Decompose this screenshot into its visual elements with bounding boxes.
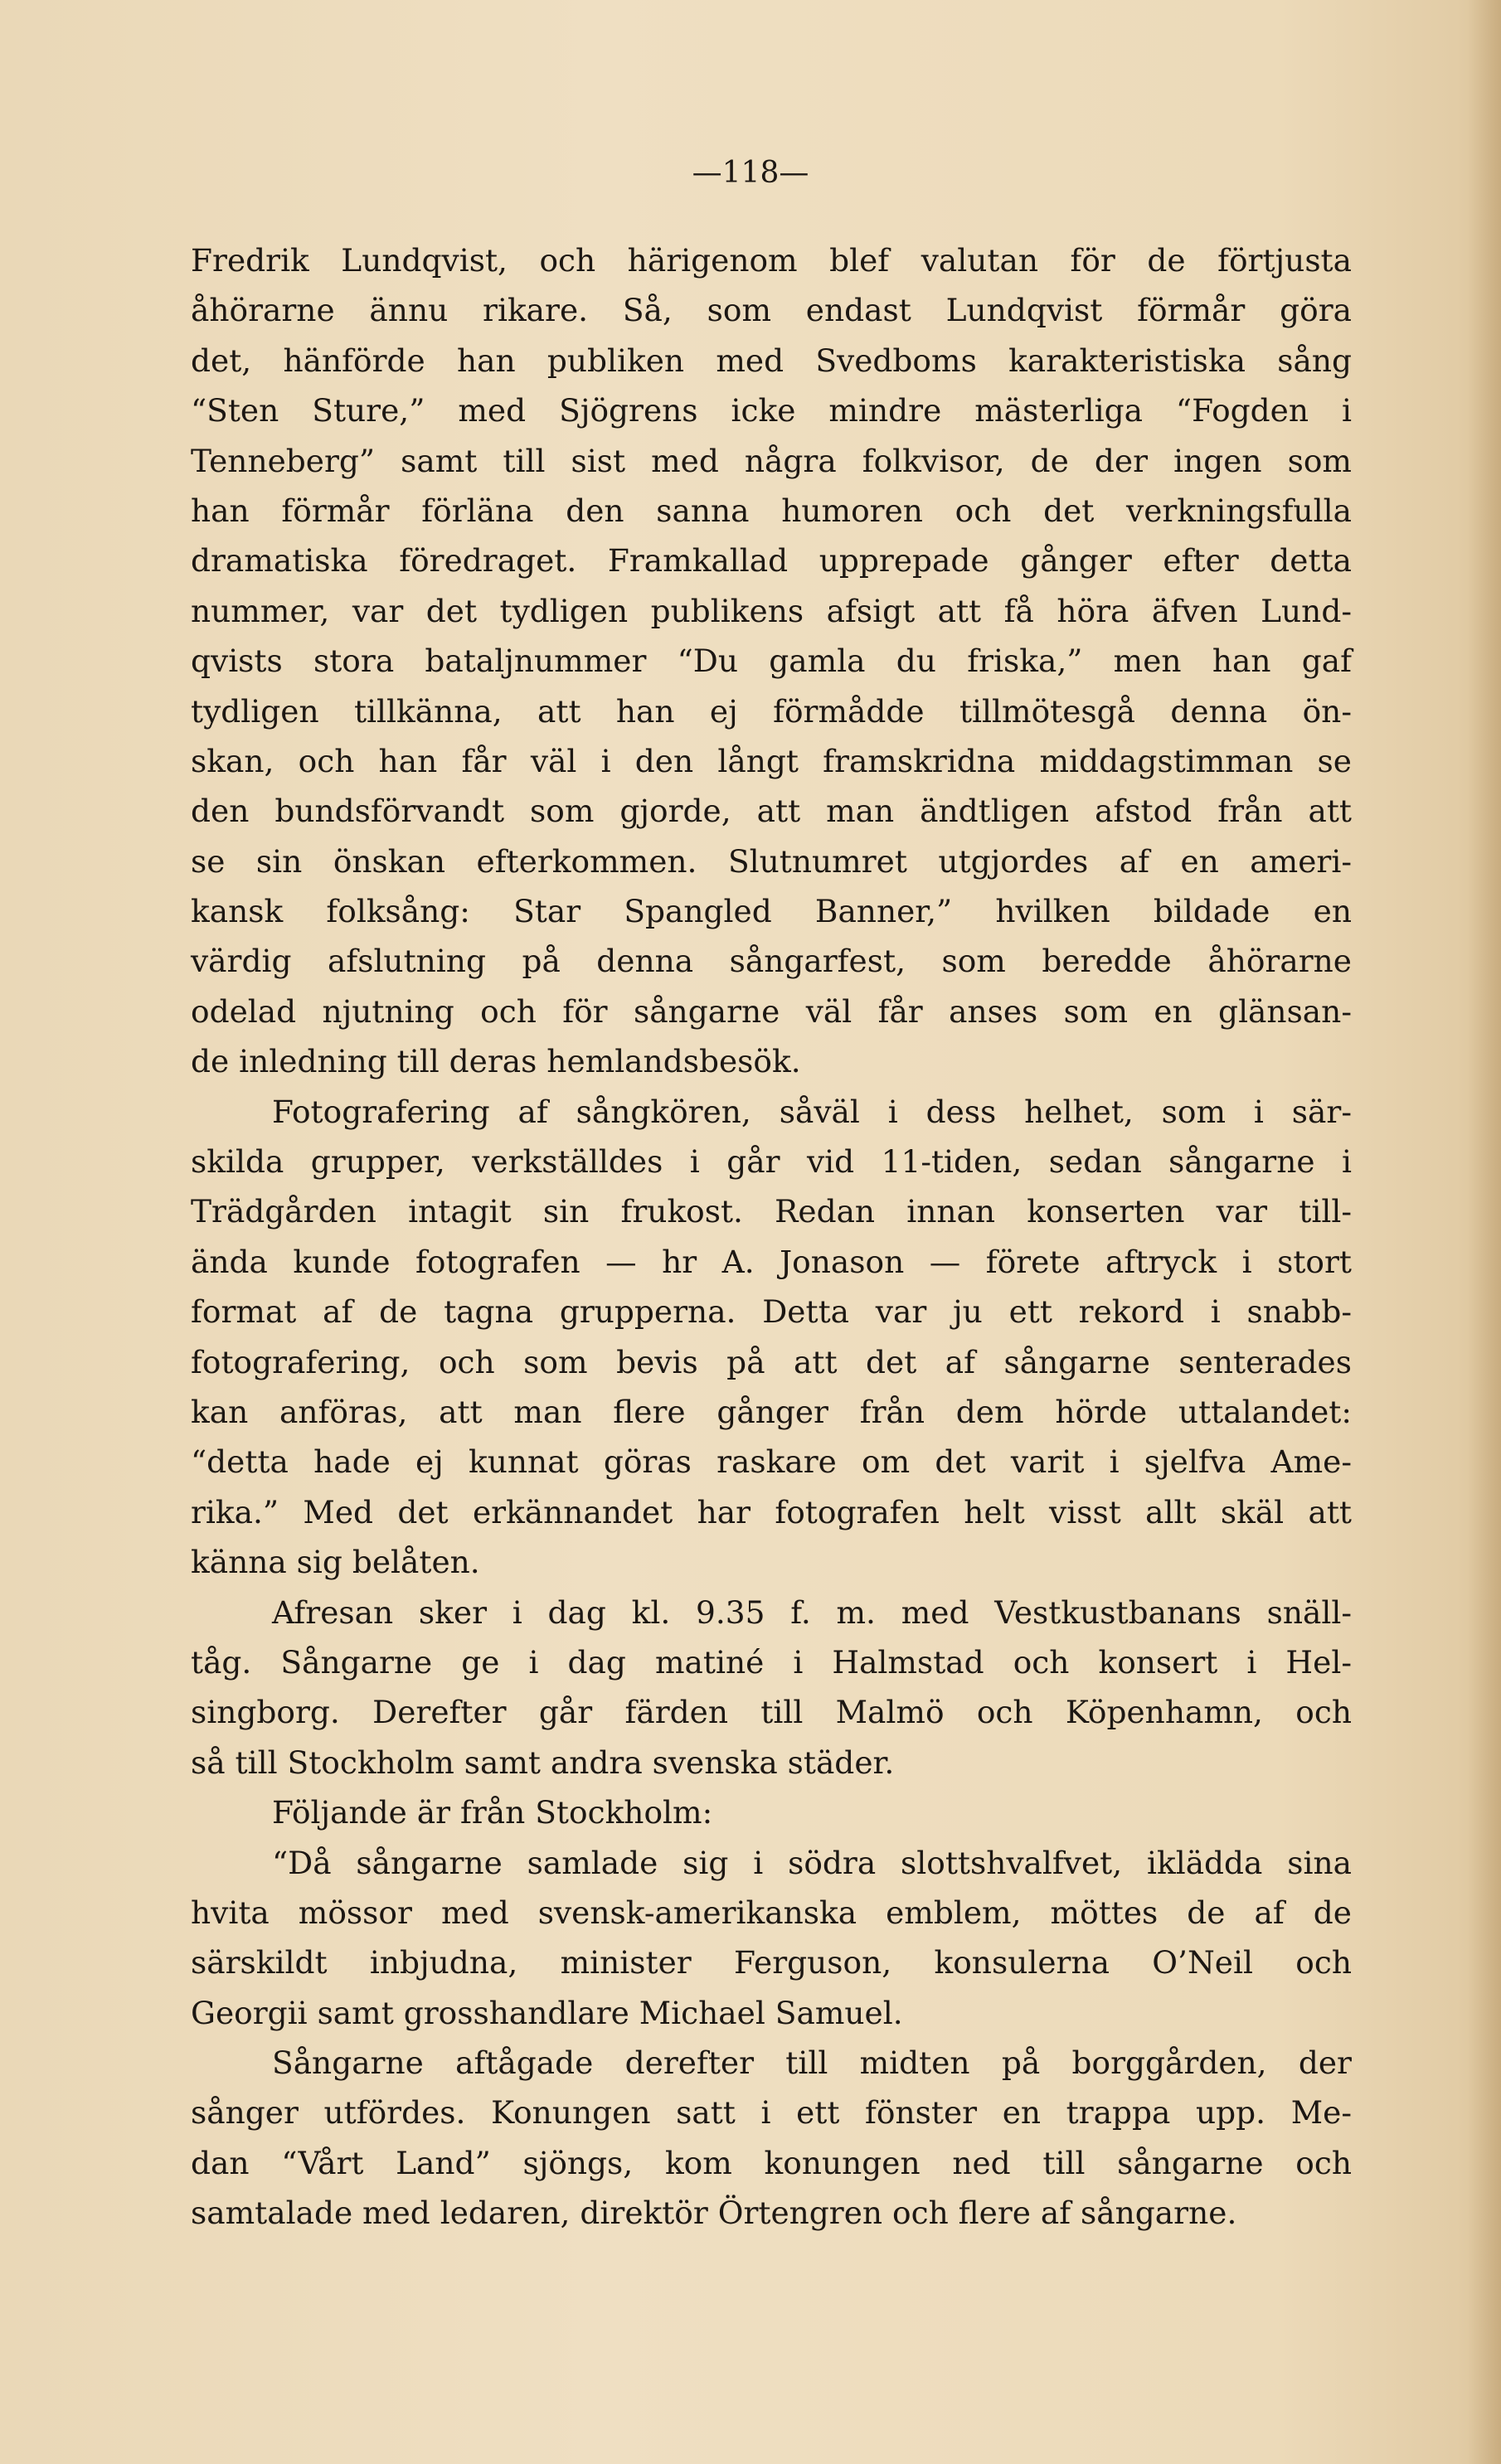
text-line: ända kunde fotografen — hr A. Jonason — förete aftryck i stort xyxy=(191,1243,1352,1280)
text-line: skan, och han får väl i den långt framskridna middagstimman se xyxy=(191,742,1352,779)
text-line: sånger utfördes. Konungen satt i ett fönster en trappa upp. Me- xyxy=(191,2094,1352,2132)
text-line: de inledning till deras hemlandsbesök. xyxy=(191,1043,801,1080)
text-line: nummer, var det tydligen publikens afsigt att få höra äfven Lund- xyxy=(191,592,1352,629)
text-line: Trädgården intagit sin frukost. Redan innan konserten var till- xyxy=(191,1193,1352,1230)
text-line: tydligen tillkänna, att han ej förmådde tillmötesgå denna ön- xyxy=(191,692,1352,730)
text-line: Fotografering af sångkören, såväl i dess helhet, som i sär- xyxy=(272,1093,1352,1130)
text-line: singborg. Derefter går färden till Malmö och Köpenhamn, och xyxy=(191,1694,1352,1731)
text-line: Georgii samt grosshandlare Michael Samuel. xyxy=(191,1994,903,2031)
text-line: det, hänförde han publiken med Svedboms karakteristiska sång xyxy=(191,342,1352,379)
text-line: den bundsförvandt som gjorde, att man ändtligen afstod från att xyxy=(191,793,1352,830)
page-number: —118— xyxy=(692,156,809,190)
text-line: samtalade med ledaren, direktör Örtengren och flere af sångarne. xyxy=(191,2195,1237,2232)
text-line: “Då sångarne samlade sig i södra slottshvalfvet, iklädda sina xyxy=(272,1844,1352,1881)
text-line: qvists stora bataljnummer “Du gamla du friska,” men han gaf xyxy=(191,643,1352,680)
text-line: Afresan sker i dag kl. 9.35 f. m. med Vestkustbanans snäll- xyxy=(272,1593,1352,1631)
text-line: “detta hade ej kunnat göras raskare om det varit i sjelfva Ame- xyxy=(191,1443,1352,1481)
text-line: särskildt inbjudna, minister Ferguson, konsulerna O’Neil och xyxy=(191,1944,1352,1981)
text-line: format af de tagna grupperna. Detta var ju ett rekord i snabb- xyxy=(191,1293,1352,1331)
body-text xyxy=(191,235,1352,2238)
text-line: känna sig belåten. xyxy=(191,1544,480,1581)
text-line: hvita mössor med svensk-amerikanska emblem, möttes de af de xyxy=(191,1894,1352,1931)
text-line: åhörarne ännu rikare. Så, som endast Lundqvist förmår göra xyxy=(191,292,1352,329)
text-line: “Sten Sture,” med Sjögrens icke mindre mästerliga “Fogden i xyxy=(191,392,1352,429)
text-line: Fredrik Lundqvist, och härigenom blef valutan för de förtjusta xyxy=(191,242,1352,279)
text-line: kan anföras, att man flere gånger från dem hörde uttalandet: xyxy=(191,1393,1352,1430)
text-line: se sin önskan efterkommen. Slutnumret utgjordes af en ameri- xyxy=(191,842,1352,880)
text-line: rika.” Med det erkännandet har fotografen helt visst allt skäl att xyxy=(191,1493,1352,1530)
text-line: dramatiska föredraget. Framkallad upprepade gånger efter detta xyxy=(191,542,1352,580)
text-line: odelad njutning och för sångarne väl får anses som en glänsan- xyxy=(191,992,1352,1030)
text-line: fotografering, och som bevis på att det af sångarne senterades xyxy=(191,1343,1352,1380)
text-line: Sångarne aftågade derefter till midten på borggården, der xyxy=(272,2044,1352,2082)
text-line: tåg. Sångarne ge i dag matiné i Halmstad och konsert i Hel- xyxy=(191,1643,1352,1681)
text-line: Följande är från Stockholm: xyxy=(272,1794,713,1831)
text-line: Tenneberg” samt till sist med några folkvisor, de der ingen som xyxy=(191,442,1352,479)
text-line: dan “Vårt Land” sjöngs, kom konungen ned till sångarne och xyxy=(191,2144,1352,2181)
text-line: skilda grupper, verkställdes i går vid 11-tiden, sedan sångarne i xyxy=(191,1143,1352,1181)
text-line: han förmår förläna den sanna humoren och det verkningsfulla xyxy=(191,492,1352,529)
page-edge-shadow xyxy=(1468,0,1501,2464)
text-line: kansk folksång: Star Spangled Banner,” hvilken bildade en xyxy=(191,893,1352,930)
text-line: så till Stockholm samt andra svenska städer. xyxy=(191,1744,895,1781)
text-line: värdig afslutning på denna sångarfest, som beredde åhörarne xyxy=(191,943,1352,980)
